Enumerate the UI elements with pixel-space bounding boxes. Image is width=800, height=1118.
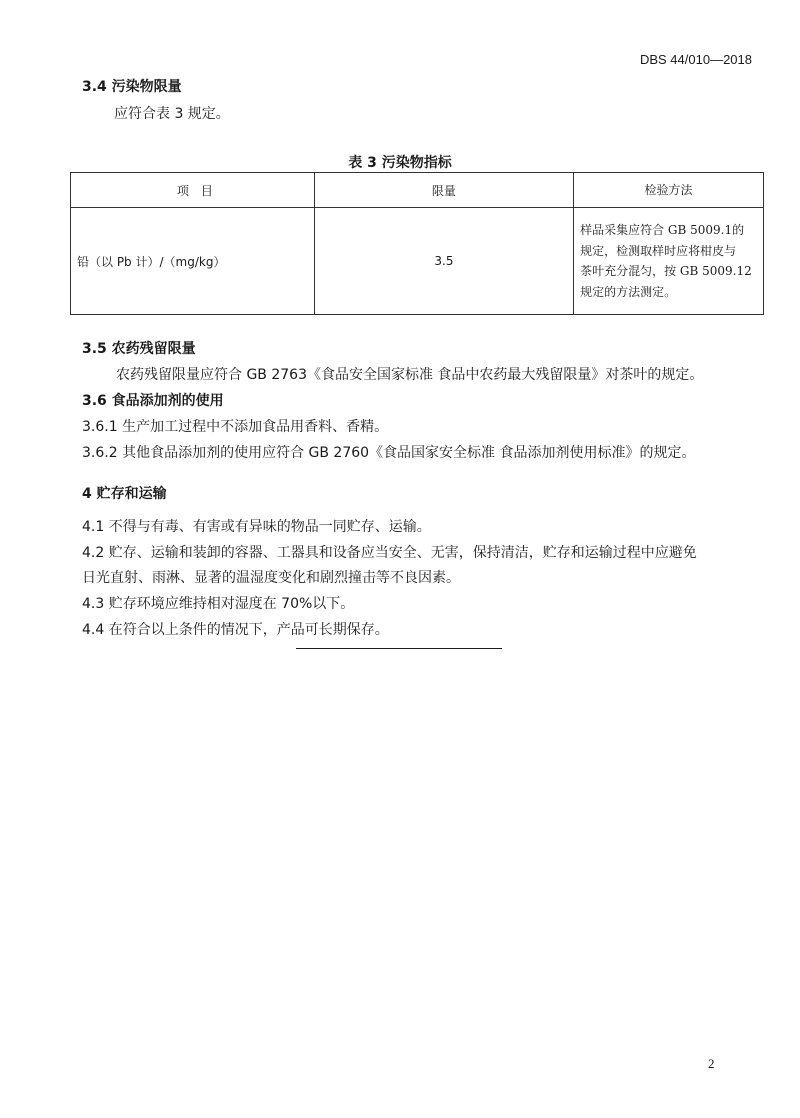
end-rule xyxy=(296,648,502,649)
section-3-6-2: 3.6.2 其他食品添加剂的使用应符合 GB 2760《食品国家安全标准 食品添加剂使用标准》的规定。 xyxy=(82,445,696,461)
method-line: 样品采集应符合 GB 5009.1的 xyxy=(580,223,745,237)
cell-item: 铅（以 Pb 计）/（mg/kg） xyxy=(71,208,315,315)
section-4-3: 4.3 贮存环境应维持相对湿度在 70%以下。 xyxy=(82,596,355,612)
table-header-row xyxy=(71,173,764,208)
document-id: DBS 44/010—2018 xyxy=(639,52,752,67)
section-3-4-body: 应符合表 3 规定。 xyxy=(114,106,230,122)
section-4-heading: 4 贮存和运输 xyxy=(82,486,167,502)
header-item: 项 目 xyxy=(71,173,315,208)
cell-method xyxy=(574,208,764,315)
section-3-5-heading: 3.5 农药残留限量 xyxy=(82,341,196,357)
section-3-6-heading: 3.6 食品添加剂的使用 xyxy=(82,393,224,409)
section-3-6-1: 3.6.1 生产加工过程中不添加食品用香料、香精。 xyxy=(82,419,389,435)
method-line: 茶叶充分混匀，按 GB 5009.12 xyxy=(580,264,752,278)
table-row xyxy=(71,208,764,315)
method-line: 规定的方法测定。 xyxy=(580,284,677,299)
header-limit: 限量 xyxy=(314,173,573,208)
section-4-2-line1: 4.2 贮存、运输和装卸的容器、工器具和设备应当安全、无害，保持清洁，贮存和运输过程中应避免 xyxy=(82,545,697,561)
section-4-1: 4.1 不得与有毒、有害或有异味的物品一同贮存、运输。 xyxy=(82,519,431,535)
header-method: 检验方法 xyxy=(574,173,764,208)
section-4-2-line2: 日光直射、雨淋、显著的温湿度变化和剧烈撞击等不良因素。 xyxy=(82,570,460,586)
section-3-5-body: 农药残留限量应符合 GB 2763《食品安全国家标准 食品中农药最大残留限量》对茶叶的规定。 xyxy=(116,367,704,383)
method-line: 规定，检测取样时应将柑皮与 xyxy=(580,243,737,258)
contaminant-table xyxy=(70,172,764,315)
table-3-caption: 表 3 污染物指标 xyxy=(348,155,452,171)
section-4-4: 4.4 在符合以上条件的情况下，产品可长期保存。 xyxy=(82,622,389,638)
cell-limit: 3.5 xyxy=(314,208,573,315)
section-3-4-heading: 3.4 污染物限量 xyxy=(82,79,182,95)
page-number: 2 xyxy=(708,1056,715,1071)
